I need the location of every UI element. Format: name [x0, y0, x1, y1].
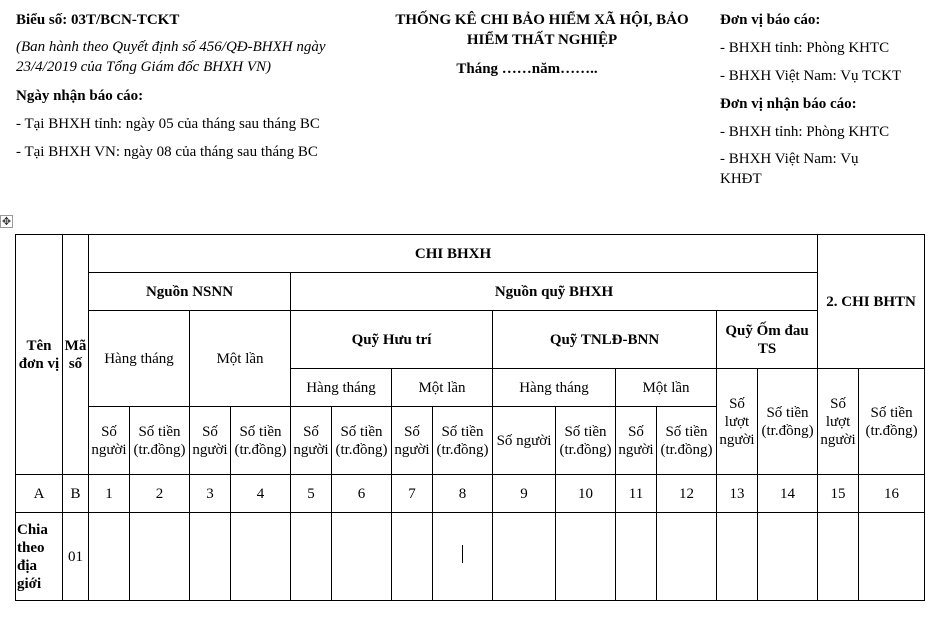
col-num: 11 [616, 475, 657, 513]
header-so-tien: Số tiền (tr.đồng) [433, 407, 493, 475]
header-huutri-mot-lan: Một lần [392, 369, 493, 407]
decision-note-line1: (Ban hành theo Quyết định số 456/QĐ-BHXH ngày [16, 39, 326, 55]
table-cell[interactable] [556, 513, 616, 601]
header-om-so-luot: Số lượt người [717, 369, 758, 475]
header-chi-bhtn: 2. CHI BHTN [818, 235, 925, 369]
header-nsnn-mot-lan: Một lần [190, 311, 291, 407]
header-chi-bhxh: CHI BHXH [89, 235, 818, 273]
table-cell[interactable] [717, 513, 758, 601]
header-so-tien: Số tiền (tr.đồng) [332, 407, 392, 475]
header-tnld-mot-lan: Một lần [616, 369, 717, 407]
header-nguon-nsnn: Nguồn NSNN [89, 273, 291, 311]
header-bhtn-so-luot: Số lượt người [818, 369, 859, 475]
col-num: 9 [493, 475, 556, 513]
col-num: 13 [717, 475, 758, 513]
report-unit-title: Đơn vị báo cáo: [720, 12, 821, 28]
report-title-line2: HIỂM THẤT NGHIỆP [466, 32, 618, 48]
col-num: 2 [130, 475, 190, 513]
header-om-so-tien: Số tiền (tr.đồng) [758, 369, 818, 475]
header-so-tien: Số tiền (tr.đồng) [556, 407, 616, 475]
receive-unit-national: - BHXH Việt Nam: Vụ [720, 151, 859, 167]
table-cell[interactable] [493, 513, 556, 601]
header-so-tien: Số tiền (tr.đồng) [231, 407, 291, 475]
text-cursor [462, 545, 463, 563]
col-num: 15 [818, 475, 859, 513]
header-tnld-hang-thang: Hàng tháng [493, 369, 616, 407]
receive-unit-title: Đơn vị nhận báo cáo: [720, 96, 857, 112]
table-cell[interactable] [332, 513, 392, 601]
row-code[interactable]: 01 [63, 513, 89, 601]
header-nguon-quy: Nguồn quỹ BHXH [291, 273, 818, 311]
header-quy-huu-tri: Quỹ Hưu trí [291, 311, 493, 369]
table-cell[interactable] [392, 513, 433, 601]
header-bhtn-so-tien: Số tiền (tr.đồng) [859, 369, 925, 475]
header-code: Mã số [63, 235, 89, 475]
receive-unit-national-cont: KHĐT [720, 171, 762, 187]
col-num: 4 [231, 475, 291, 513]
table-cell[interactable] [859, 513, 925, 601]
report-title-line1: THỐNG KÊ CHI BẢO HIỂM XÃ HỘI, BẢO [395, 12, 689, 28]
header-so-nguoi: Số người [291, 407, 332, 475]
report-unit-province: - BHXH tỉnh: Phòng KHTC [720, 40, 890, 56]
header-so-nguoi: Số người [190, 407, 231, 475]
table-cell[interactable] [433, 513, 493, 601]
table-cell[interactable] [818, 513, 859, 601]
table-cell[interactable] [758, 513, 818, 601]
table-cell[interactable] [89, 513, 130, 601]
receive-unit-province: - BHXH tỉnh: Phòng KHTC [720, 124, 890, 140]
col-num: A [16, 475, 63, 513]
col-num: 6 [332, 475, 392, 513]
report-unit-national: - BHXH Việt Nam: Vụ TCKT [720, 68, 902, 84]
header-so-nguoi: Số người [616, 407, 657, 475]
table-cell[interactable] [616, 513, 657, 601]
receive-date-national: - Tại BHXH VN: ngày 08 của tháng sau tháng BC [16, 144, 318, 160]
col-num: 1 [89, 475, 130, 513]
receive-date-title: Ngày nhận báo cáo: [16, 88, 144, 104]
header-so-nguoi: Số người [89, 407, 130, 475]
header-nsnn-hang-thang: Hàng tháng [89, 311, 190, 407]
col-num: 16 [859, 475, 925, 513]
table-move-handle-icon[interactable]: ✥ [1, 215, 12, 228]
report-table [15, 234, 925, 601]
col-num: 3 [190, 475, 231, 513]
col-num: 10 [556, 475, 616, 513]
table-row [16, 513, 925, 601]
table-cell[interactable] [291, 513, 332, 601]
header-huutri-hang-thang: Hàng tháng [291, 369, 392, 407]
col-num: B [63, 475, 89, 513]
header-so-nguoi: Số người [493, 407, 556, 475]
table-cell[interactable] [657, 513, 717, 601]
col-num: 7 [392, 475, 433, 513]
receive-date-province: - Tại BHXH tỉnh: ngày 05 của tháng sau tháng BC [16, 116, 320, 132]
col-num: 8 [433, 475, 493, 513]
form-code: Biểu số: 03T/BCN-TCKT [16, 12, 180, 28]
table-cell[interactable] [231, 513, 291, 601]
header-so-nguoi: Số người [392, 407, 433, 475]
col-num: 14 [758, 475, 818, 513]
header-quy-om-dau: Quỹ Ốm đau TS [717, 311, 818, 369]
report-period: Tháng ……năm…….. [456, 61, 598, 77]
col-num: 12 [657, 475, 717, 513]
header-so-tien: Số tiền (tr.đồng) [657, 407, 717, 475]
column-number-row [16, 475, 925, 513]
table-cell[interactable] [190, 513, 231, 601]
table-cell[interactable] [130, 513, 190, 601]
header-unit-name: Tên đơn vị [16, 235, 63, 475]
decision-note-line2: 23/4/2019 của Tổng Giám đốc BHXH VN) [16, 59, 271, 75]
col-num: 5 [291, 475, 332, 513]
header-quy-tnld: Quỹ TNLĐ-BNN [493, 311, 717, 369]
row-label[interactable]: Chia theo địa giới [16, 513, 63, 601]
header-so-tien: Số tiền (tr.đồng) [130, 407, 190, 475]
